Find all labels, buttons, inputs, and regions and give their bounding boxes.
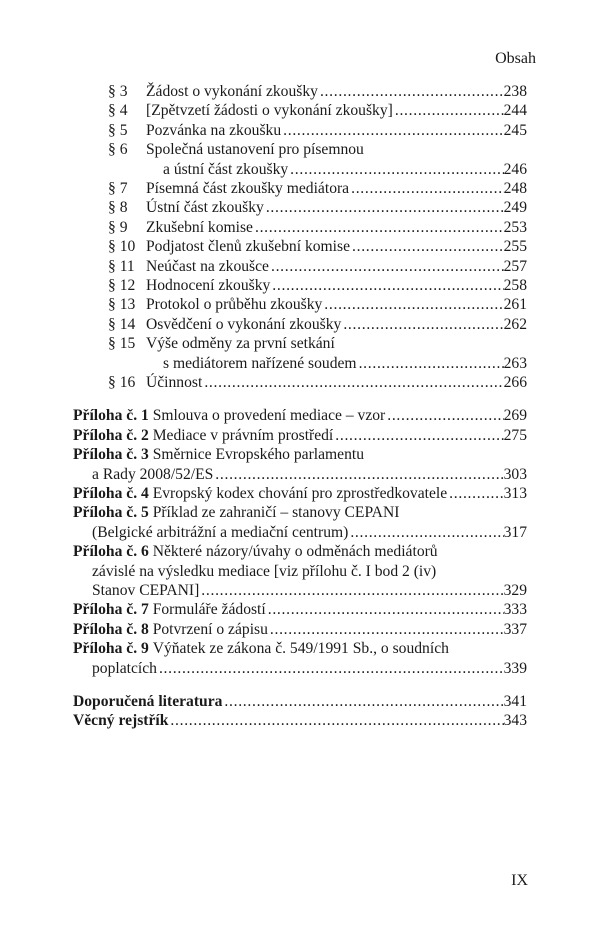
dot-leader <box>266 600 504 620</box>
toc-entry-line <box>73 426 527 446</box>
entry-title: [Zpětvzetí žádosti o vykonání zkoušky] <box>146 102 393 120</box>
toc-entry-line <box>73 600 527 620</box>
entry-title: Hodnocení zkoušky <box>146 277 271 294</box>
dot-leader <box>202 373 503 393</box>
toc-row <box>0 218 600 238</box>
toc-row <box>0 160 600 180</box>
entry-title: Příklad ze zahraničí – stanovy CEPANI <box>148 504 400 522</box>
toc-entry-line <box>146 315 527 335</box>
dot-leader <box>447 484 503 504</box>
dot-leader <box>168 711 503 731</box>
toc-entry-line <box>163 354 527 374</box>
entry-title: a Rady 2008/52/ES <box>92 465 214 483</box>
dot-leader <box>269 257 504 277</box>
toc-entry-line <box>146 198 527 218</box>
page-ref: 244 <box>503 102 527 120</box>
page-ref: 238 <box>503 83 527 100</box>
toc-row <box>0 523 600 543</box>
section-number: § 3 <box>108 83 128 100</box>
toc-row <box>0 426 600 446</box>
dot-leader <box>222 692 503 712</box>
entry-title: Písemná část zkoušky mediátora <box>146 180 350 197</box>
entry-title: Mediace v právním prostředí <box>148 426 334 444</box>
page-ref: 249 <box>503 199 527 217</box>
toc-row <box>0 639 600 659</box>
entry-title: Společná ustanovení pro písemnou <box>146 141 364 159</box>
toc-entry-line <box>92 465 527 485</box>
toc-row <box>0 542 600 562</box>
toc-entry-line <box>146 140 527 160</box>
dot-leader <box>348 523 503 543</box>
toc-row <box>0 373 600 393</box>
toc-entry-line <box>73 639 527 659</box>
entry-title: Ústní část zkoušky <box>146 199 264 217</box>
entry-title: Podjatost členů zkušební komise <box>146 238 350 256</box>
toc-entry-line <box>146 334 527 354</box>
entry-title: Neúčast na zkoušce <box>146 257 269 275</box>
appendix-label: Příloha č. 2 <box>73 426 149 444</box>
page-ref: 343 <box>503 712 527 730</box>
page-ref: 245 <box>503 121 527 139</box>
page-ref: 262 <box>503 315 527 333</box>
entry-title: Výše odměny za první setkání <box>146 335 335 353</box>
toc-entry-line <box>73 445 527 465</box>
appendix-label: Příloha č. 5 <box>73 504 149 522</box>
entry-title: závislé na výsledku mediace [viz přílohu č. I bod 2 (iv) <box>92 562 437 580</box>
page-ref: 339 <box>503 659 527 677</box>
appendix-label: Příloha č. 4 <box>73 485 149 502</box>
page-ref: 337 <box>503 620 527 638</box>
dot-leader <box>157 659 504 679</box>
appendix-label: Příloha č. 7 <box>73 601 149 619</box>
dot-leader <box>350 237 504 257</box>
toc-entry-line <box>146 373 527 393</box>
appendix-label: Příloha č. 3 <box>73 446 149 464</box>
page-ref: 329 <box>503 582 527 599</box>
entry-title: Pozvánka na zkoušku <box>146 121 282 139</box>
entry-title: Některé názory/úvahy o odměnách mediátorů <box>148 543 438 561</box>
entry-title: Osvědčení o vykonání zkoušky <box>146 315 342 333</box>
toc-entry-line <box>73 406 527 426</box>
entry-title: a ústní část zkoušky <box>163 160 289 178</box>
toc-row <box>0 121 600 141</box>
page-ref: 263 <box>503 354 527 372</box>
dot-leader <box>264 198 504 218</box>
appendix-label: Příloha č. 6 <box>73 543 149 561</box>
dot-leader <box>385 406 503 426</box>
page-ref: 341 <box>503 693 527 710</box>
toc-row <box>0 484 600 504</box>
page-ref: 269 <box>503 407 527 425</box>
section-number: § 13 <box>108 296 136 314</box>
entry-title: Doporučená literatura <box>73 693 223 710</box>
entry-title: Stanov CEPANI] <box>92 582 200 599</box>
page-ref: 255 <box>503 238 527 256</box>
toc-row <box>0 198 600 218</box>
toc-row <box>0 406 600 426</box>
page-ref: 275 <box>503 426 527 444</box>
appendix-label: Příloha č. 9 <box>73 640 149 658</box>
toc-row <box>0 140 600 160</box>
entry-title: Smlouva o provedení mediace – vzor <box>148 407 386 425</box>
toc-row <box>0 600 600 620</box>
section-number: § 11 <box>108 257 135 275</box>
dot-leader <box>213 465 503 485</box>
page-ref: 317 <box>503 523 527 541</box>
entry-title: Směrnice Evropského parlamentu <box>148 446 365 464</box>
dot-leader <box>341 315 503 335</box>
appendix-label: Příloha č. 1 <box>73 407 149 425</box>
dot-leader <box>393 101 504 121</box>
dot-leader <box>318 82 504 102</box>
entry-title: Účinnost <box>146 374 203 391</box>
entry-title: Žádost o vykonání zkoušky <box>146 83 318 100</box>
section-number: § 7 <box>108 180 128 197</box>
entry-title: Evropský kodex chování pro zprostředkovatele <box>148 485 448 502</box>
toc-entry-line <box>73 692 527 712</box>
toc-entry-line <box>146 101 527 121</box>
section-number: § 14 <box>108 315 136 333</box>
toc-row <box>0 692 600 712</box>
page-ref: 261 <box>503 296 527 314</box>
page-ref: 258 <box>503 277 527 294</box>
page-ref: 333 <box>503 601 527 619</box>
toc-row <box>0 257 600 277</box>
dot-leader <box>199 581 503 601</box>
toc-row <box>0 620 600 640</box>
dot-leader <box>268 620 504 640</box>
toc-entry-line <box>146 237 527 257</box>
toc-entry-line <box>163 160 527 180</box>
toc-row <box>0 315 600 335</box>
toc-row <box>0 237 600 257</box>
page-number: IX <box>511 872 528 889</box>
toc-row <box>0 465 600 485</box>
entry-title: Protokol o průběhu zkoušky <box>146 296 323 314</box>
section-number: § 6 <box>108 141 128 159</box>
toc-entry-line <box>73 620 527 640</box>
entry-title: (Belgické arbitrážní a mediační centrum) <box>92 523 349 541</box>
toc-row <box>0 276 600 296</box>
page-ref: 313 <box>503 485 527 502</box>
section-number: § 10 <box>108 238 136 256</box>
toc-entry-line <box>92 562 527 582</box>
section-number: § 8 <box>108 199 128 217</box>
toc-entry-line <box>73 711 527 731</box>
entry-title: Zkušební komise <box>146 218 253 236</box>
entry-title: poplatcích <box>92 659 157 677</box>
dot-leader <box>270 276 503 296</box>
toc-row <box>0 354 600 374</box>
entry-title: s mediátorem nařízené soudem <box>163 354 357 372</box>
dot-leader <box>322 295 503 315</box>
section-number: § 15 <box>108 335 136 353</box>
dot-leader <box>357 354 504 374</box>
toc-row <box>0 562 600 582</box>
toc-row <box>0 445 600 465</box>
toc-entry-line <box>146 179 527 199</box>
toc-entry-line <box>146 82 527 102</box>
dot-leader <box>281 121 503 141</box>
page-ref: 257 <box>503 257 527 275</box>
page-ref: 248 <box>503 180 527 197</box>
dot-leader <box>288 160 503 180</box>
toc-row <box>0 581 600 601</box>
section-number: § 16 <box>108 374 136 391</box>
page-ref: 246 <box>503 160 527 178</box>
toc-entry-line <box>73 503 527 523</box>
entry-title: Věcný rejstřík <box>73 712 169 730</box>
toc-row <box>0 659 600 679</box>
toc-row <box>0 295 600 315</box>
dot-leader <box>253 218 504 238</box>
entry-title: Potvrzení o zápisu <box>148 620 268 638</box>
entry-title: Formuláře žádostí <box>148 601 266 619</box>
toc-row <box>0 179 600 199</box>
dot-leader <box>333 426 503 446</box>
toc-entry-line <box>73 484 527 504</box>
toc-entry-line <box>92 659 527 679</box>
toc-entry-line <box>146 295 527 315</box>
toc-entry-line <box>146 276 527 296</box>
toc-entry-line <box>146 257 527 277</box>
section-number: § 12 <box>108 277 136 294</box>
page-ref: 253 <box>503 218 527 236</box>
toc-entry-line <box>92 523 527 543</box>
toc-row <box>0 503 600 523</box>
toc-row <box>0 101 600 121</box>
dot-leader <box>349 179 504 199</box>
section-number: § 4 <box>108 102 128 120</box>
page-ref: 303 <box>503 465 527 483</box>
entry-title: Výňatek ze zákona č. 549/1991 Sb., o soudních <box>148 640 449 658</box>
toc-row <box>0 82 600 102</box>
page-ref: 266 <box>503 374 527 391</box>
toc-entry-line <box>146 121 527 141</box>
toc-entry-line <box>73 542 527 562</box>
toc-entry-line <box>92 581 527 601</box>
toc-entry-line <box>146 218 527 238</box>
section-number: § 9 <box>108 218 128 236</box>
appendix-label: Příloha č. 8 <box>73 620 149 638</box>
running-header: Obsah <box>495 50 536 67</box>
toc-row <box>0 711 600 731</box>
toc-row <box>0 334 600 354</box>
section-number: § 5 <box>108 121 128 139</box>
